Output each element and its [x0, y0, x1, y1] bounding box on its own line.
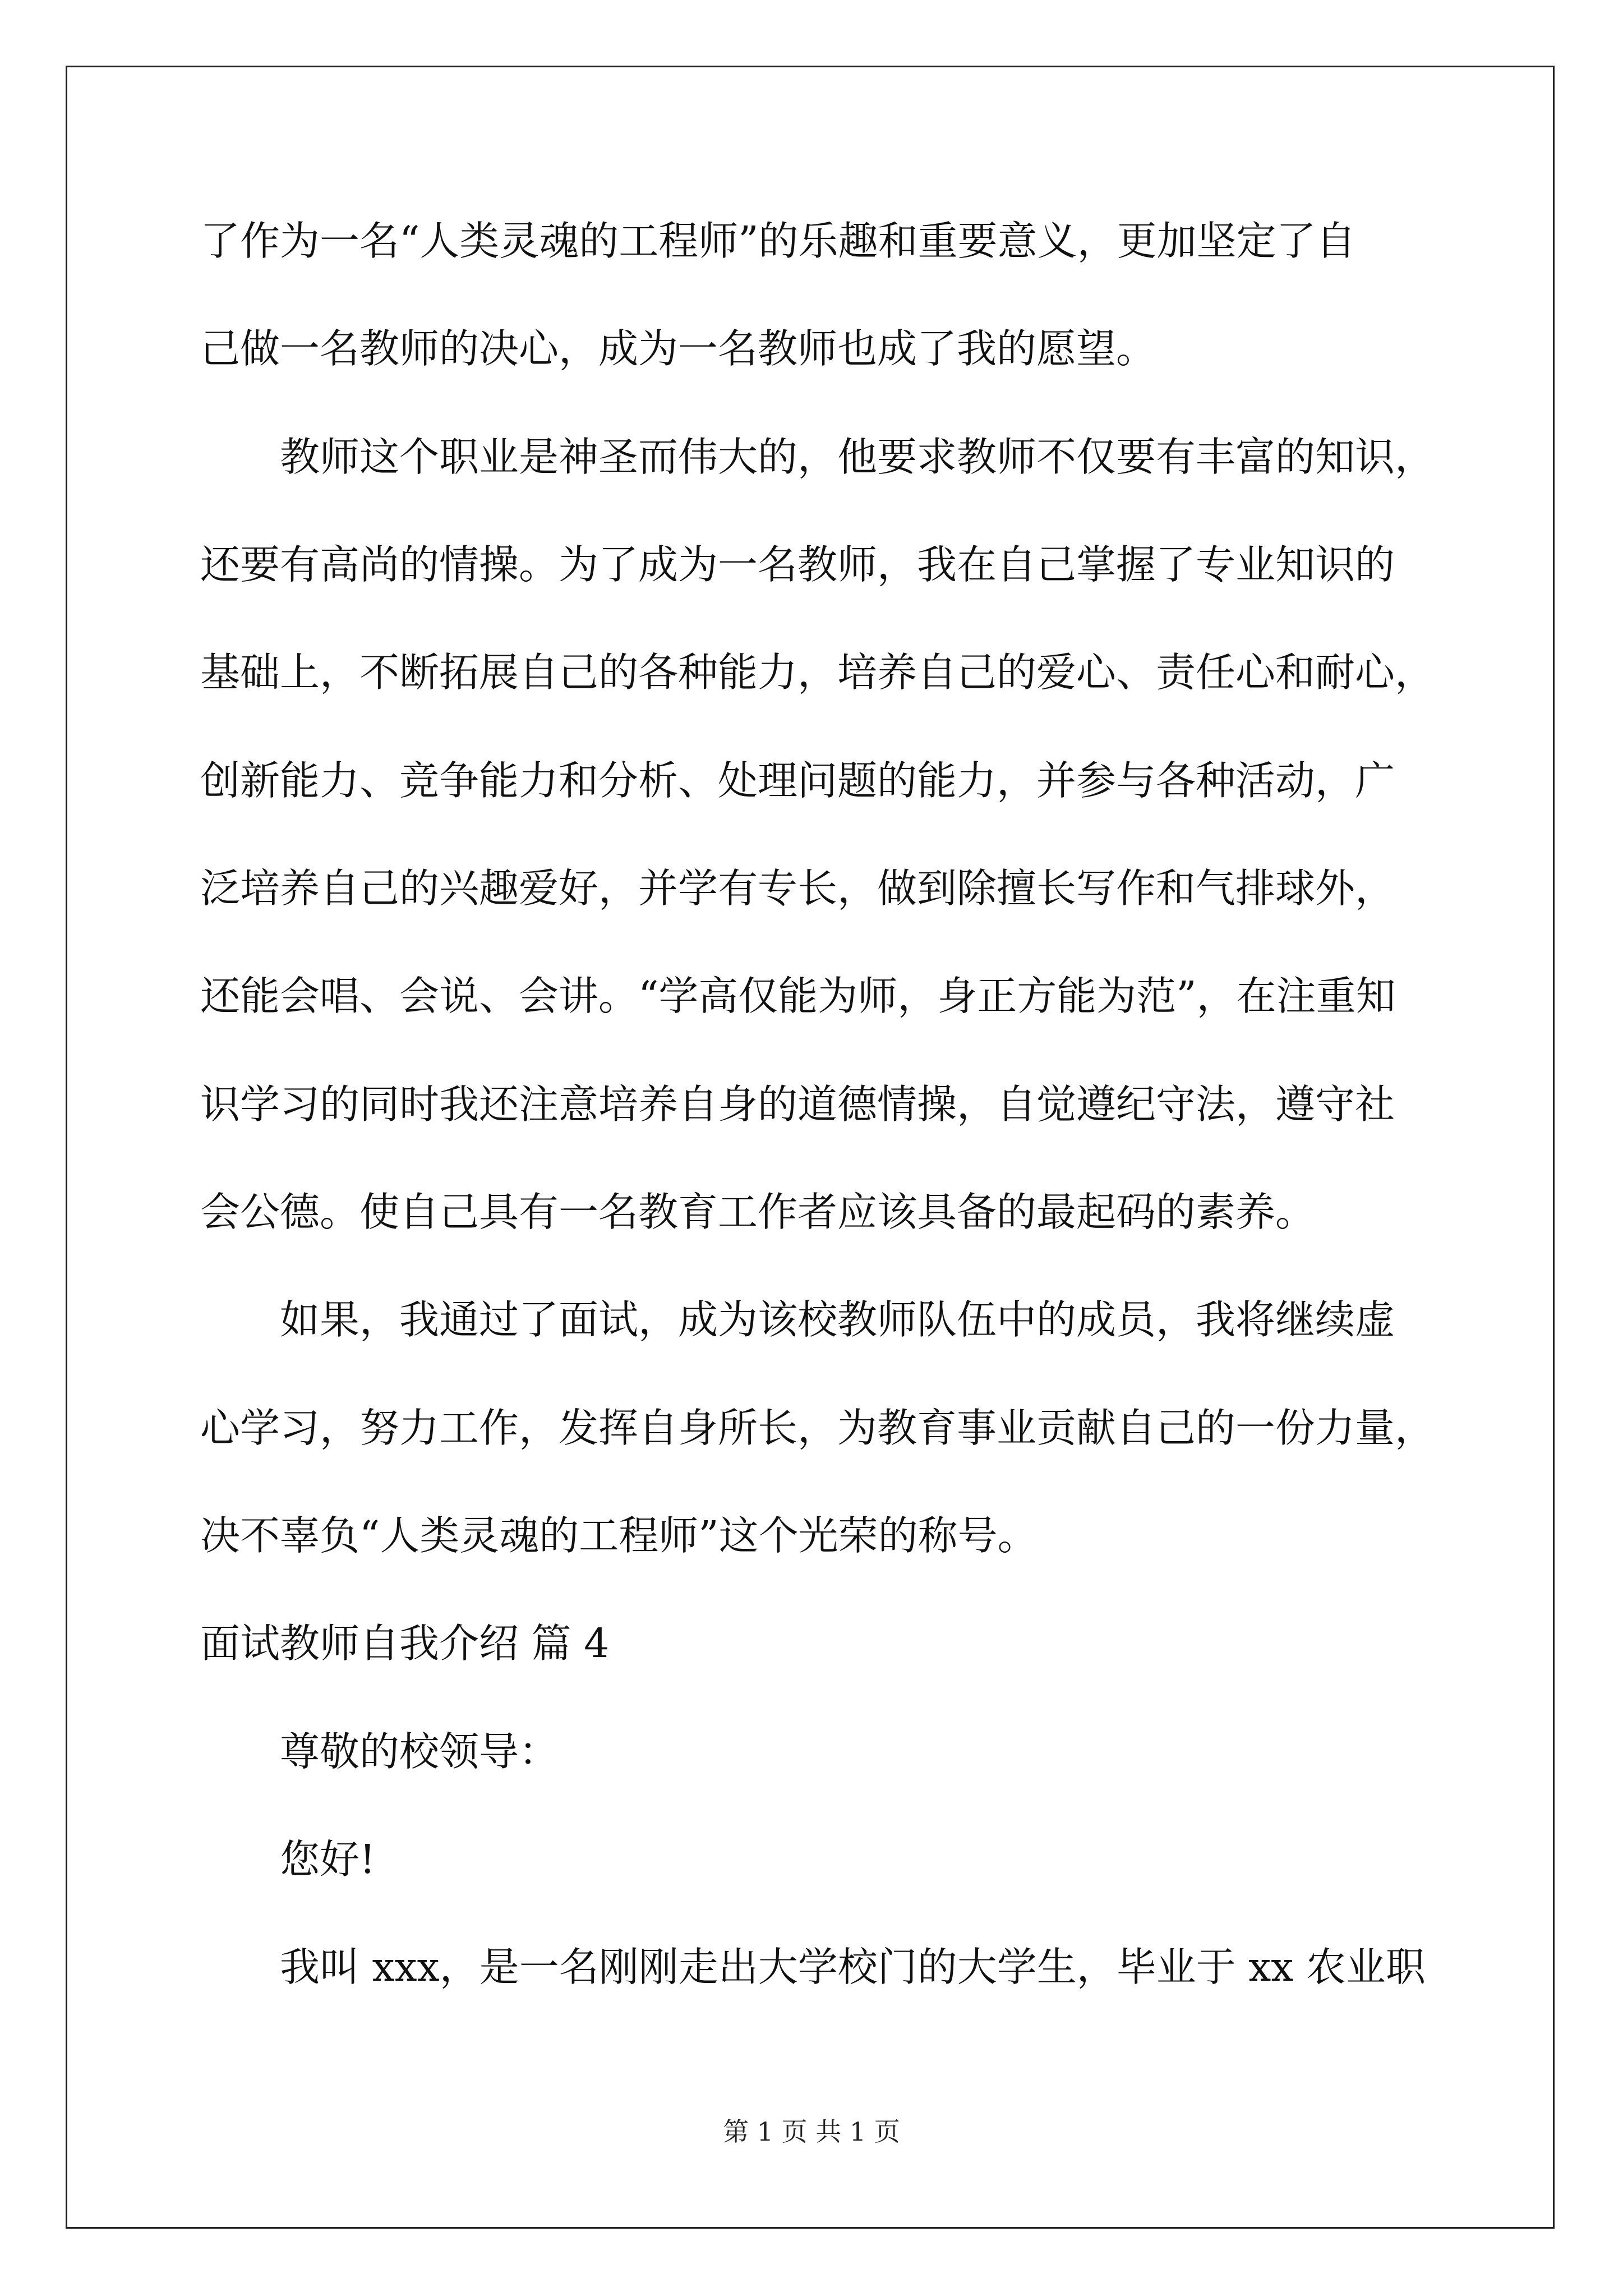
paragraph-line: 泛培养自己的兴趣爱好，并学有专长，做到除擅长写作和气排球外， [200, 865, 1395, 912]
paragraph-line: 基础上，不断拓展自己的各种能力，培养自己的爱心、责任心和耐心， [200, 649, 1435, 696]
paragraph-line: 了作为一名“人类灵魂的工程师”的乐趣和重要意义，更加坚定了自 [200, 218, 1356, 264]
paragraph-line: 会公德。使自己具有一名教育工作者应该具备的最起码的素养。 [200, 1189, 1316, 1235]
page-border [66, 66, 1555, 2229]
paragraph-line: 创新能力、竞争能力和分析、处理问题的能力，并参与各种活动，广 [200, 757, 1395, 804]
section-heading: 面试教师自我介绍 篇 4 [200, 1620, 610, 1667]
page-number-footer: 第 1 页 共 1 页 [723, 2116, 900, 2147]
salutation: 尊敬的校领导： [280, 1728, 559, 1775]
paragraph-line: 还能会唱、会说、会讲。“学高仅能为师，身正方能为范”，在注重知 [200, 973, 1396, 1019]
paragraph-line: 心学习，努力工作，发挥自身所长，为教育事业贡献自己的一份力量， [200, 1405, 1435, 1451]
paragraph-line: 识学习的同时我还注意培养自身的道德情操，自觉遵纪守法，遵守社 [200, 1081, 1395, 1128]
paragraph-line: 还要有高尚的情操。为了成为一名教师，我在自己掌握了专业知识的 [200, 541, 1395, 588]
paragraph-line: 如果，我通过了面试，成为该校教师队伍中的成员，我将继续虚 [280, 1296, 1395, 1343]
paragraph-line: 教师这个职业是神圣而伟大的，他要求教师不仅要有丰富的知识， [280, 434, 1435, 480]
paragraph-line: 决不辜负“人类灵魂的工程师”这个光荣的称号。 [200, 1512, 1038, 1559]
paragraph-line: 己做一名教师的决心，成为一名教师也成了我的愿望。 [200, 325, 1156, 372]
greeting: 您好! [280, 1836, 376, 1883]
paragraph-line: 我叫 xxx，是一名刚刚走出大学校门的大学生，毕业于 xx 农业职 [280, 1944, 1426, 1990]
